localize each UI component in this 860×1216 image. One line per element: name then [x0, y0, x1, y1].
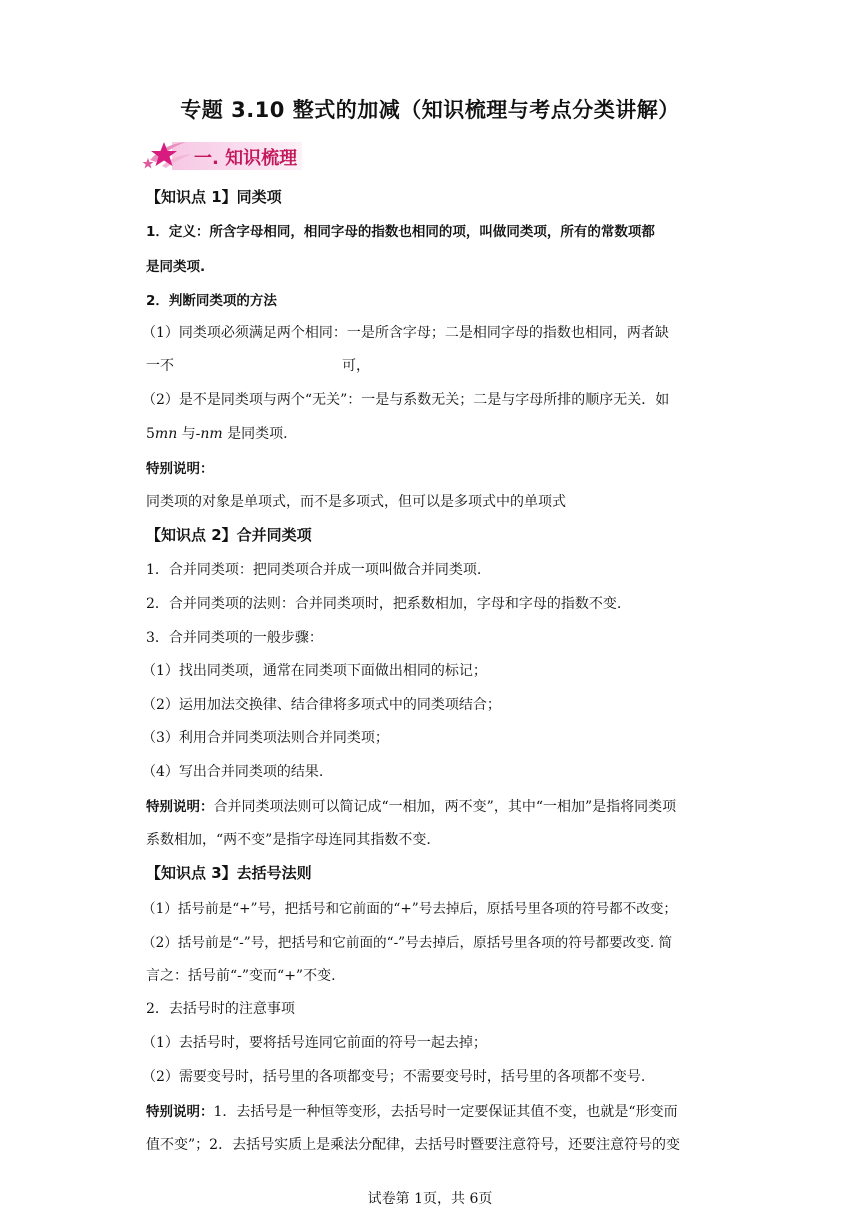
document-title: 专题 3.10 整式的加减（知识梳理与考点分类讲解）	[180, 98, 680, 122]
kp3-note-text1: 1．去括号是一种恒等变形，去括号时一定要保证其值不变，也就是“形变而	[213, 1104, 678, 1120]
kp1-heading: 【知识点 1】同类项	[146, 188, 282, 206]
kp2-note-text1: 合并同类项法则可以简记成“一相加，两不变”，其中“一相加”是指将同类项	[213, 799, 677, 815]
kp1-note-label: 特别说明：	[146, 461, 214, 477]
kp1-definition-line1: 1．定义：所含字母相同，相同字母的指数也相同的项，叫做同类项，所有的常数项都	[146, 224, 655, 240]
star-icon	[142, 136, 202, 176]
kp3-line2: 2．去括号时的注意事项	[146, 1001, 295, 1017]
kp1-method1-line2-a: 一不	[146, 358, 174, 374]
kp1-method1-line1: （1）同类项必须满足两个相同：一是所含字母；二是相同字母的指数也相同，两者缺	[142, 325, 669, 341]
kp1-method2-line1: （2）是不是同类项与两个“无关”：一是与系数无关；二是与字母所排的顺序无关．如	[142, 392, 670, 408]
kp2-line1: 1．合并同类项：把同类项合并成一项叫做合并同类项.	[146, 562, 482, 578]
kp1-method2-line2	[146, 423, 716, 443]
section-banner	[142, 136, 312, 176]
kp2-step1: （1）找出同类项，通常在同类项下面做出相同的标记；	[142, 663, 487, 679]
kp2-step2: （2）运用加法交换律、结合律将多项式中的同类项结合；	[142, 697, 501, 713]
kp1-note-text: 同类项的对象是单项式，而不是多项式，但可以是多项式中的单项式	[146, 494, 566, 510]
kp2-note-label: 特别说明：	[146, 799, 214, 815]
kp1-method1-line2	[146, 355, 716, 375]
kp1-m2-mid: 与-	[177, 426, 201, 442]
kp3-rule1: （1）括号前是“+”号，把括号和它前面的“+”号去掉后，原括号里各项的符号都不改变；	[142, 901, 678, 917]
kp1-m2-end: 是同类项.	[222, 426, 288, 442]
kp3-rule2-line2: 言之：括号前“-”变而“+”不变.	[146, 968, 336, 984]
banner-label: 一. 知识梳理	[194, 148, 298, 169]
kp1-m2-var1: mn	[154, 426, 178, 442]
kp1-definition-line2: 是同类项.	[146, 259, 206, 275]
kp3-special-line1	[146, 1100, 716, 1121]
kp2-step4: （4）写出合并同类项的结果.	[142, 764, 324, 780]
kp2-note-line1	[146, 795, 716, 816]
kp2-note-line2: 系数相加，“两不变”是指字母连同其指数不变.	[146, 832, 431, 848]
kp3-special-line2: 值不变”；2．去括号实质上是乘法分配律，去括号时暨要注意符号，还要注意符号的变	[146, 1137, 681, 1153]
page-footer: 试卷第 1页，共 6页	[367, 1191, 493, 1207]
kp1-method1-line2-b: 可，	[342, 358, 370, 374]
kp1-method-title: 2．判断同类项的方法	[146, 293, 277, 309]
kp3-heading: 【知识点 3】去括号法则	[146, 864, 312, 882]
kp3-note2: （2）需要变号时，括号里的各项都变号；不需要变号时，括号里的各项都不变号.	[142, 1069, 646, 1085]
kp1-m2-var2: nm	[200, 426, 223, 442]
kp3-note1: （1）去括号时，要将括号连同它前面的符号一起去掉；	[142, 1035, 487, 1051]
kp2-line3: 3．合并同类项的一般步骤：	[146, 630, 323, 646]
kp2-heading: 【知识点 2】合并同类项	[146, 526, 312, 544]
kp3-rule2-line1: （2）括号前是“-”号，把括号和它前面的“-”号去掉后，原括号里各项的符号都要改变. 简	[142, 935, 673, 951]
kp2-line2: 2．合并同类项的法则：合并同类项时，把系数相加，字母和字母的指数不变.	[146, 596, 622, 612]
kp3-note-label: 特别说明：	[146, 1104, 214, 1120]
kp1-m2-coef: 5	[146, 426, 155, 442]
kp2-step3: （3）利用合并同类项法则合并同类项；	[142, 730, 389, 746]
